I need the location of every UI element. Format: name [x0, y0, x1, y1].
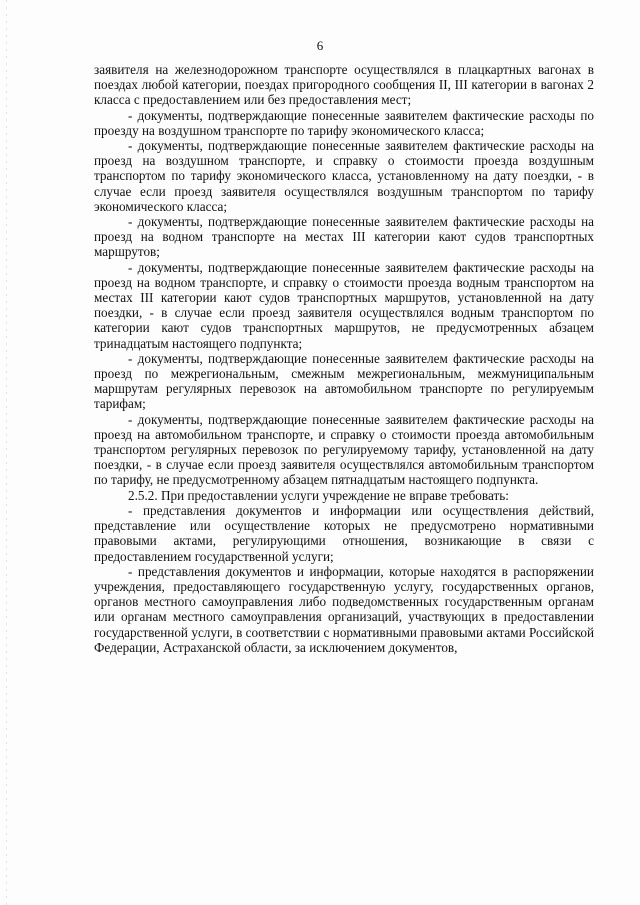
paragraph: - представления документов и информации или осуществления действий, представление или осуществление которых не предусмотрено нормативными правовыми актами, регулирующими отношения, возникающие в связи с предоставлением государственной услуги; [94, 502, 594, 564]
paragraph: - документы, подтверждающие понесенные заявителем фактические расходы на проезд на автомобильном транспорте, и справку о стоимости проезда автомобильным транспортом регулярных перевозок по регулируемому тарифу, установленной на дату поездки, - в случае если проезд заявителя осуществлялся автомобильным транспортом по тарифу, не предусмотренному абзацем пятнадцатым настоящего подпункта. [94, 411, 594, 488]
paragraph: заявителя на железнодорожном транспорте осуществлялся в плацкартных вагонах в поездах любой категории, поездах пригородного сообщения II, III категории в вагонах 2 класса с предоставлением или без предоставления мест; [94, 62, 594, 108]
paragraph: - документы, подтверждающие понесенные заявителем фактические расходы на проезд на воздушном транспорте, и справку о стоимости проезда воздушным транспортом по тарифу экономического класса, установленному на дату поездки, - в случае если проезд заявителя осуществлялся воздушным транспортом по тарифу экономического класса; [94, 138, 594, 214]
paragraph: - документы, подтверждающие понесенные заявителем фактические расходы на проезд на водном транспорте на местах III категории кают судов транспортных маршрутов; [94, 214, 594, 260]
document-body [94, 62, 594, 655]
paragraph: - документы, подтверждающие понесенные заявителем фактические расходы на проезд на водном транспорте, и справку о стоимости проезда водным транспортом на местах III категории кают судов транспортных маршрутов, установленной на дату поездки, - в случае если проезд заявителя осуществлялся водным транспортом по категории кают судов транспортных маршрутов, не предусмотренных абзацем тринадцатым настоящего подпункта; [94, 259, 594, 351]
page-number: 6 [316, 38, 324, 53]
scan-edge [6, 0, 7, 905]
paragraph: - документы, подтверждающие понесенные заявителем фактические расходы на проезд по межрегиональным, смежным межрегиональным, межмуниципальным маршрутам регулярных перевозок на автомобильном транспорте по регулируемым тарифам; [94, 350, 594, 412]
paragraph: - представления документов и информации, которые находятся в распоряжении учреждения, предоставляющего государственную услугу, государственных органов, органов местного самоуправления либо подведомственных государственным органам или органам местного самоуправления организаций, участвующих в предоставлении государственной услуги, в соответствии с нормативными правовыми актами Российской Федерации, Астраханской области, за исключением документов, [94, 563, 594, 655]
paragraph: - документы, подтверждающие понесенные заявителем фактические расходы по проезду на воздушном транспорте по тарифу экономического класса; [94, 107, 594, 138]
section-heading-2-5-2: 2.5.2. При предоставлении услуги учреждение не вправе требовать: [128, 487, 509, 503]
